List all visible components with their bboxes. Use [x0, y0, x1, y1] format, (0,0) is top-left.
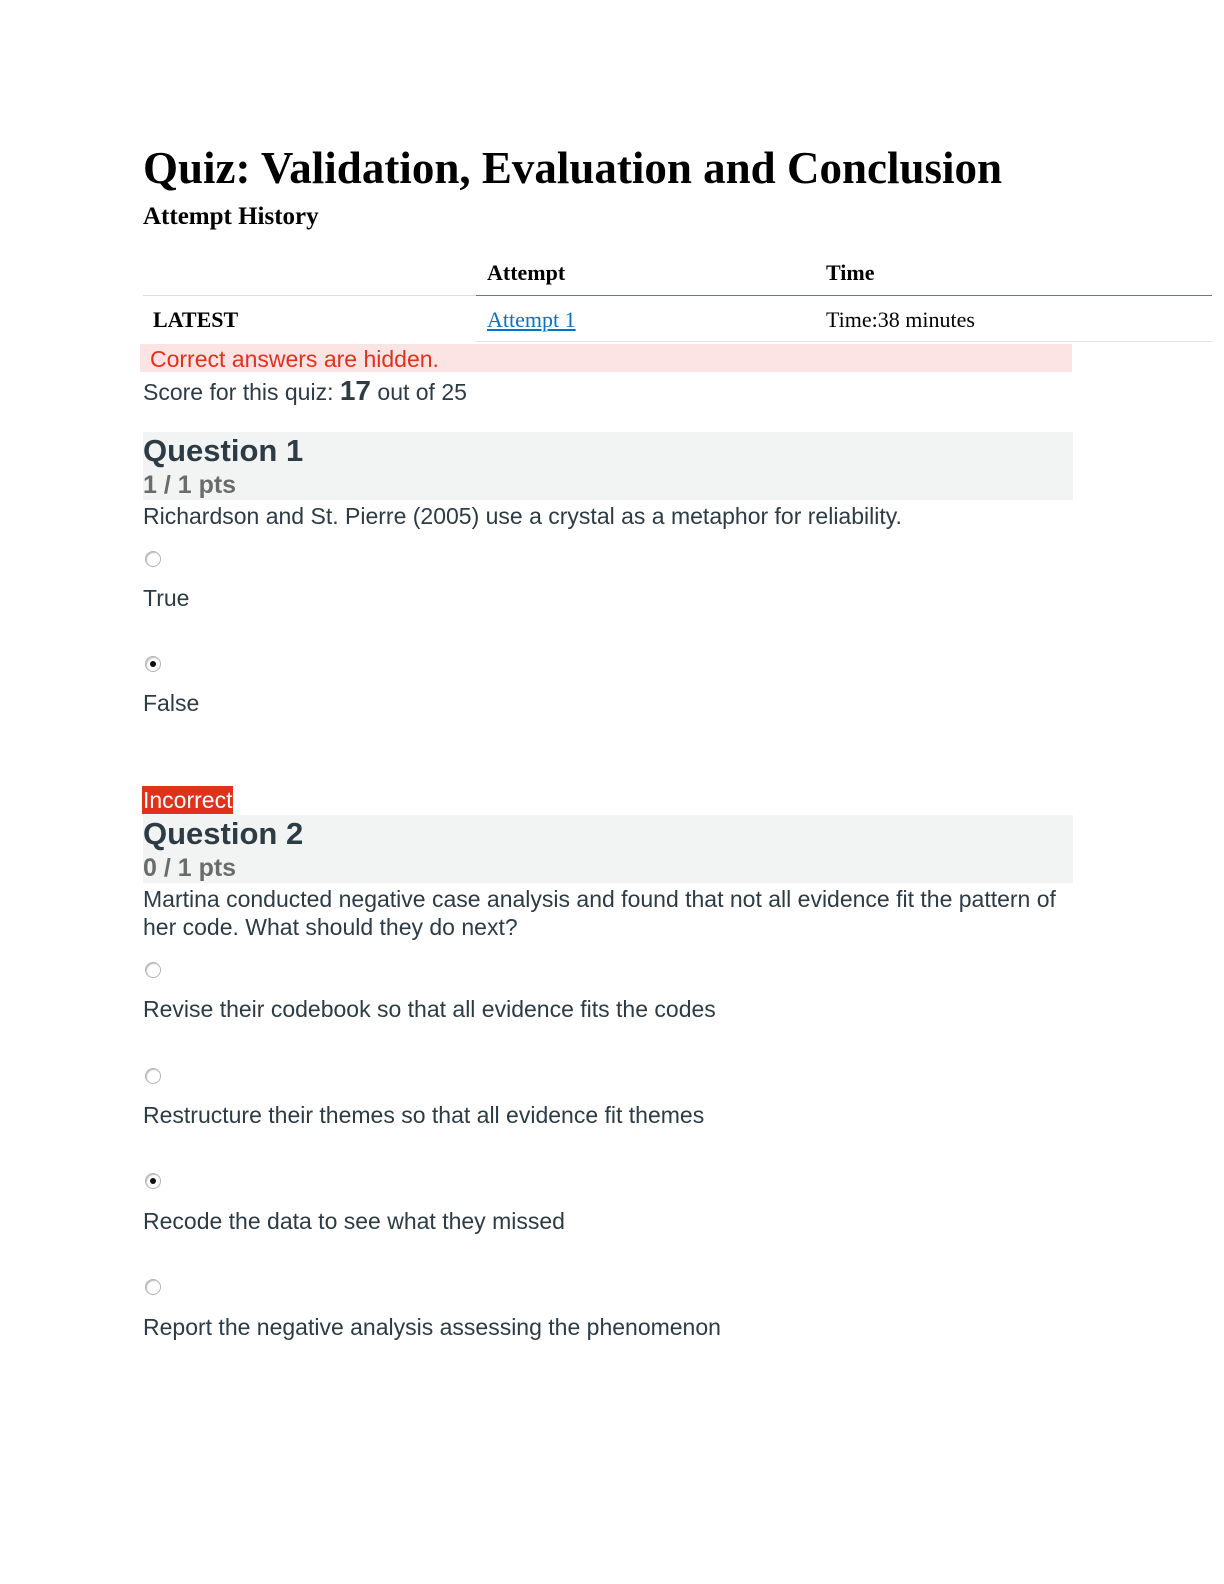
question-1-answer-2-label: False [143, 690, 200, 716]
page-title: Quiz: Validation, Evaluation and Conclusion [143, 143, 1003, 193]
question-1-text: Richardson and St. Pierre (2005) use a crystal as a metaphor for reliability. [143, 503, 902, 529]
header-time: Time [826, 260, 875, 285]
question-2-answer-2-radio[interactable] [145, 1068, 161, 1084]
question-1-answer-1-label: True [143, 585, 190, 611]
question-1-answer-2-radio[interactable] [145, 656, 161, 672]
question-1-title: Question 1 [143, 433, 304, 468]
question-2-header [143, 815, 1073, 883]
question-2-answer-3-radio[interactable] [145, 1173, 161, 1189]
question-2-answer-2-label: Restructure their themes so that all evidence fit themes [143, 1102, 705, 1128]
question-1-header [143, 432, 1073, 500]
attempt-1-link[interactable]: Attempt 1 [487, 307, 576, 332]
attempt-history-header-row [143, 250, 1212, 296]
question-2-answer-3-label: Recode the data to see what they missed [143, 1208, 565, 1234]
attempt-history-table [143, 250, 1212, 342]
question-1-points: 1 / 1 pts [143, 471, 237, 499]
question-2-title: Question 2 [143, 816, 304, 851]
question-2-answer-1-label: Revise their codebook so that all evidence fits the codes [143, 996, 716, 1022]
incorrect-badge: Incorrect [143, 787, 233, 813]
latest-label: LATEST [153, 307, 239, 332]
question-2-answer-4-radio[interactable] [145, 1279, 161, 1295]
attempt-history-row [143, 296, 1212, 342]
score-value: 17 [339, 375, 372, 406]
score-prefix: Score for this quiz: [143, 379, 340, 405]
quiz-score [143, 374, 467, 409]
answers-hidden-banner: Correct answers are hidden. [140, 344, 1072, 372]
question-2-points: 0 / 1 pts [143, 854, 237, 882]
question-2-text: Martina conducted negative case analysis and found that not all evidence fit the pattern of her code. What should they do next? [143, 886, 1056, 940]
attempt-history-title: Attempt History [143, 203, 319, 230]
attempt-time: Time:38 minutes [826, 307, 975, 332]
question-2-answer-4-label: Report the negative analysis assessing the phenomenon [143, 1314, 721, 1340]
header-attempt: Attempt [487, 260, 566, 285]
question-1-answer-1-radio[interactable] [145, 551, 161, 567]
question-2-answer-1-radio[interactable] [145, 962, 161, 978]
score-suffix: out of 25 [371, 379, 467, 405]
